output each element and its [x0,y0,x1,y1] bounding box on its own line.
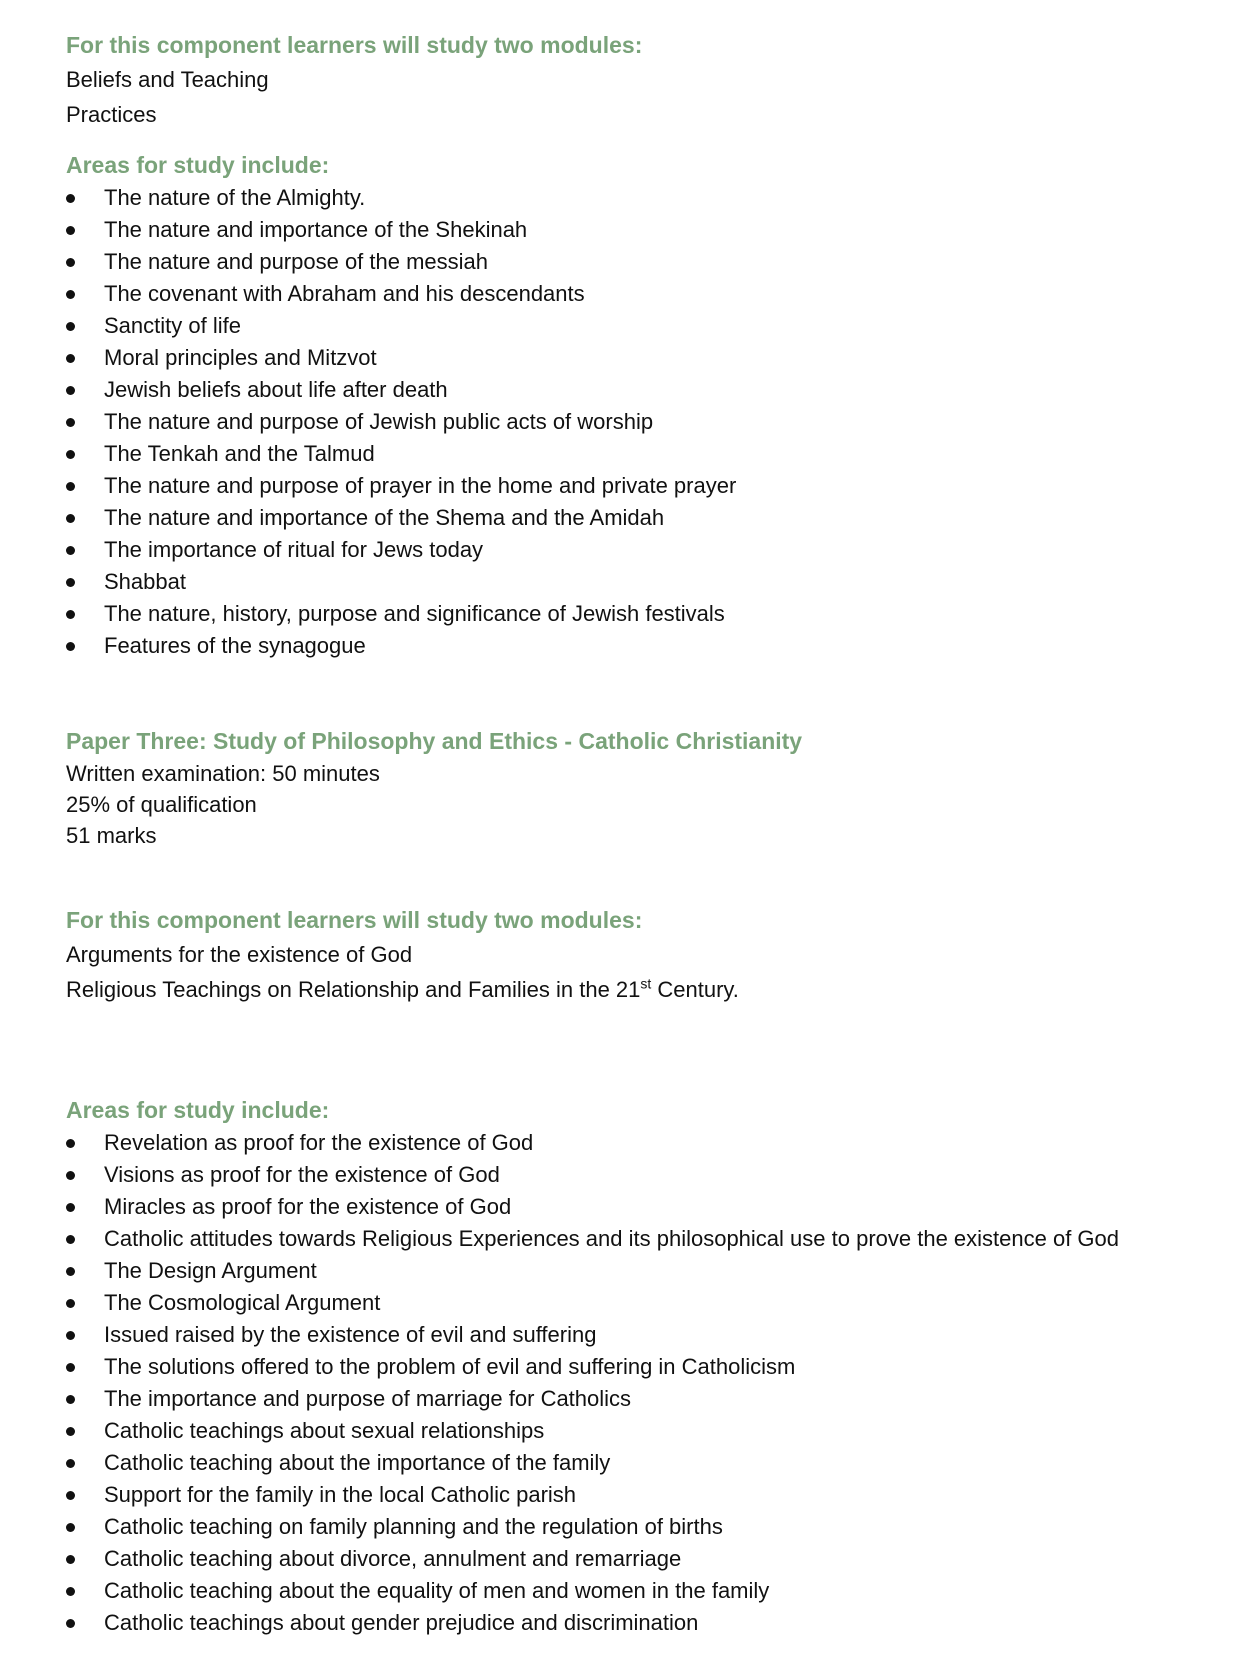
area-text: Catholic attitudes towards Religious Experiences and its philosophical use to prove the existence of God [104,1226,1120,1251]
area-list-item [66,470,1216,502]
area-text: The Tenkah and the Talmud [104,441,375,466]
areas-heading-1: Areas for study include: [66,152,330,178]
bullet-icon [66,1363,75,1372]
area-list-item [66,1543,1216,1575]
area-text: Sanctity of life [104,313,241,338]
area-list-item [66,1607,1216,1639]
area-list-item [66,1383,1216,1415]
exam-duration: Written examination: 50 minutes [66,761,380,786]
area-text: Jewish beliefs about life after death [104,377,448,402]
areas-heading-2: Areas for study include: [66,1097,330,1123]
area-list-item [66,1511,1216,1543]
bullet-icon [66,642,75,651]
area-text: Catholic teachings about gender prejudice and discrimination [104,1610,699,1635]
area-list-item [66,1575,1216,1607]
area-text: The covenant with Abraham and his descendants [104,281,585,306]
area-text: Catholic teaching about the equality of men and women in the family [104,1578,770,1603]
area-text: Features of the synagogue [104,633,366,658]
bullet-icon [66,482,75,491]
area-list-item [66,502,1216,534]
bullet-icon [66,610,75,619]
areas-list-1 [66,182,1216,662]
modules-heading-1: For this component learners will study two modules: [66,32,643,58]
area-list-item [66,1479,1216,1511]
bullet-icon [66,1555,75,1564]
bullet-icon [66,1427,75,1436]
modules-heading-2: For this component learners will study two modules: [66,907,643,933]
bullet-icon [66,1619,75,1628]
area-list-item [66,246,1216,278]
area-list-item [66,182,1216,214]
area-list-item [66,1319,1216,1351]
area-text: Catholic teaching on family planning and the regulation of births [104,1514,723,1539]
area-text: The nature of the Almighty. [104,185,366,210]
module-item: Beliefs and Teaching [66,67,269,92]
bullet-icon [66,290,75,299]
area-text: Visions as proof for the existence of God [104,1162,500,1187]
bullet-icon [66,418,75,427]
bullet-icon [66,1171,75,1180]
module-item [66,972,1216,1007]
marks: 51 marks [66,823,157,848]
module-text: Century. [651,977,739,1002]
area-list-item [66,1255,1216,1287]
area-text: The Design Argument [104,1258,317,1283]
area-text: The nature and purpose of Jewish public acts of worship [104,409,654,434]
area-text: Catholic teaching about the importance of the family [104,1450,611,1475]
area-list-item [66,534,1216,566]
module-text: Religious Teachings on Relationship and Families in the 21 [66,977,641,1002]
area-list-item [66,278,1216,310]
bullet-icon [66,1491,75,1500]
area-text: The nature and purpose of prayer in the home and private prayer [104,473,737,498]
bullet-icon [66,322,75,331]
bullet-icon [66,1331,75,1340]
bullet-icon [66,258,75,267]
area-text: Catholic teaching about divorce, annulment and remarriage [104,1546,682,1571]
area-text: Issued raised by the existence of evil and suffering [104,1322,597,1347]
areas-list-2 [66,1127,1216,1639]
bullet-icon [66,354,75,363]
area-list-item [66,1287,1216,1319]
qualification-weight: 25% of qualification [66,792,257,817]
area-list-item [66,1351,1216,1383]
area-text: The nature, history, purpose and significance of Jewish festivals [104,601,725,626]
area-list-item [66,1415,1216,1447]
bullet-icon [66,514,75,523]
area-list-item [66,598,1216,630]
area-list-item [66,374,1216,406]
area-list-item [66,438,1216,470]
bullet-icon [66,1235,75,1244]
bullet-icon [66,450,75,459]
area-text: Miracles as proof for the existence of God [104,1194,512,1219]
paper-three-title: Paper Three: Study of Philosophy and Ethics - Catholic Christianity [66,728,803,754]
area-list-item [66,310,1216,342]
module-item: Arguments for the existence of God [66,942,413,967]
bullet-icon [66,1203,75,1212]
bullet-icon [66,226,75,235]
area-list-item [66,406,1216,438]
area-text: The nature and purpose of the messiah [104,249,489,274]
area-text: The nature and importance of the Shema and the Amidah [104,505,665,530]
area-text: The importance and purpose of marriage for Catholics [104,1386,632,1411]
bullet-icon [66,194,75,203]
bullet-icon [66,1587,75,1596]
area-text: The importance of ritual for Jews today [104,537,484,562]
area-list-item [66,1127,1216,1159]
bullet-icon [66,578,75,587]
area-list-item [66,342,1216,374]
document-page [66,28,1216,1639]
area-list-item [66,566,1216,598]
area-text: Catholic teachings about sexual relationships [104,1418,545,1443]
area-text: The solutions offered to the problem of evil and suffering in Catholicism [104,1354,796,1379]
area-list-item [66,214,1216,246]
area-text: The Cosmological Argument [104,1290,381,1315]
area-text: Revelation as proof for the existence of God [104,1130,534,1155]
bullet-icon [66,1523,75,1532]
bullet-icon [66,1299,75,1308]
area-text: Support for the family in the local Catholic parish [104,1482,577,1507]
area-text: Moral principles and Mitzvot [104,345,377,370]
bullet-icon [66,1139,75,1148]
bullet-icon [66,1459,75,1468]
bullet-icon [66,546,75,555]
bullet-icon [66,1267,75,1276]
bullet-icon [66,386,75,395]
area-list-item [66,1223,1216,1255]
area-text: The nature and importance of the Shekinah [104,217,528,242]
area-text: Shabbat [104,569,186,594]
area-list-item [66,1191,1216,1223]
area-list-item [66,1447,1216,1479]
module-item: Practices [66,102,157,127]
area-list-item [66,630,1216,662]
area-list-item [66,1159,1216,1191]
ordinal-suffix: st [640,975,652,992]
bullet-icon [66,1395,75,1404]
